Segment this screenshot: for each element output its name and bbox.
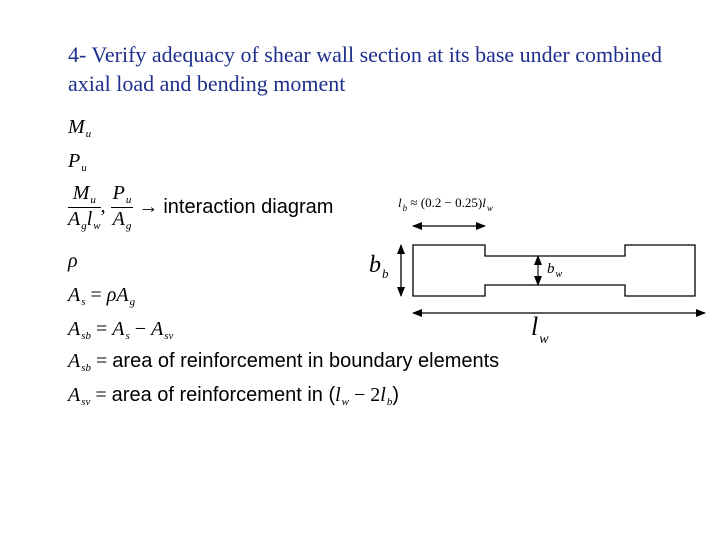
web-steel-definition: $A_{sv}$ = area of reinforcement in $(l_w - 2l_b)$: [68, 384, 400, 408]
arrow-icon: →: [138, 196, 159, 218]
boundary-steel-equation: $A_{sb} = A_s - A_{sv}$: [68, 318, 174, 342]
total-steel-equation: $A_s = \rho A_g$: [68, 284, 136, 308]
boundary-width-label: $b_b$: [369, 252, 389, 281]
moment-ratio-fraction: $\frac{M_u}{A_gl_w}$: [68, 182, 101, 232]
moment-variable: $M_u$: [68, 116, 92, 140]
reinforcement-ratio-variable: ρ: [68, 250, 78, 272]
axial-load-variable: $P_u$: [68, 150, 87, 174]
boundary-length-formula: $l_b \approx (0.2 - 0.25)l_w$: [398, 195, 493, 213]
interaction-diagram-text: interaction diagram: [163, 196, 334, 218]
wall-length-label: $l_w$: [531, 312, 549, 347]
slide-title: 4- Verify adequacy of shear wall section at its base under combined axial load and bending moment: [68, 42, 662, 96]
normalized-ratios-equation: $\frac{M_u}{A_gl_w}$ , $\frac{P_u}{A_g}$ → interaction diagram: [68, 182, 334, 232]
web-width-label: $b_w$: [547, 261, 563, 280]
boundary-steel-definition: $A_{sb}$ = area of reinforcement in boundary elements: [68, 350, 500, 374]
axial-ratio-fraction: $\frac{P_u}{A_g}$: [112, 182, 132, 232]
